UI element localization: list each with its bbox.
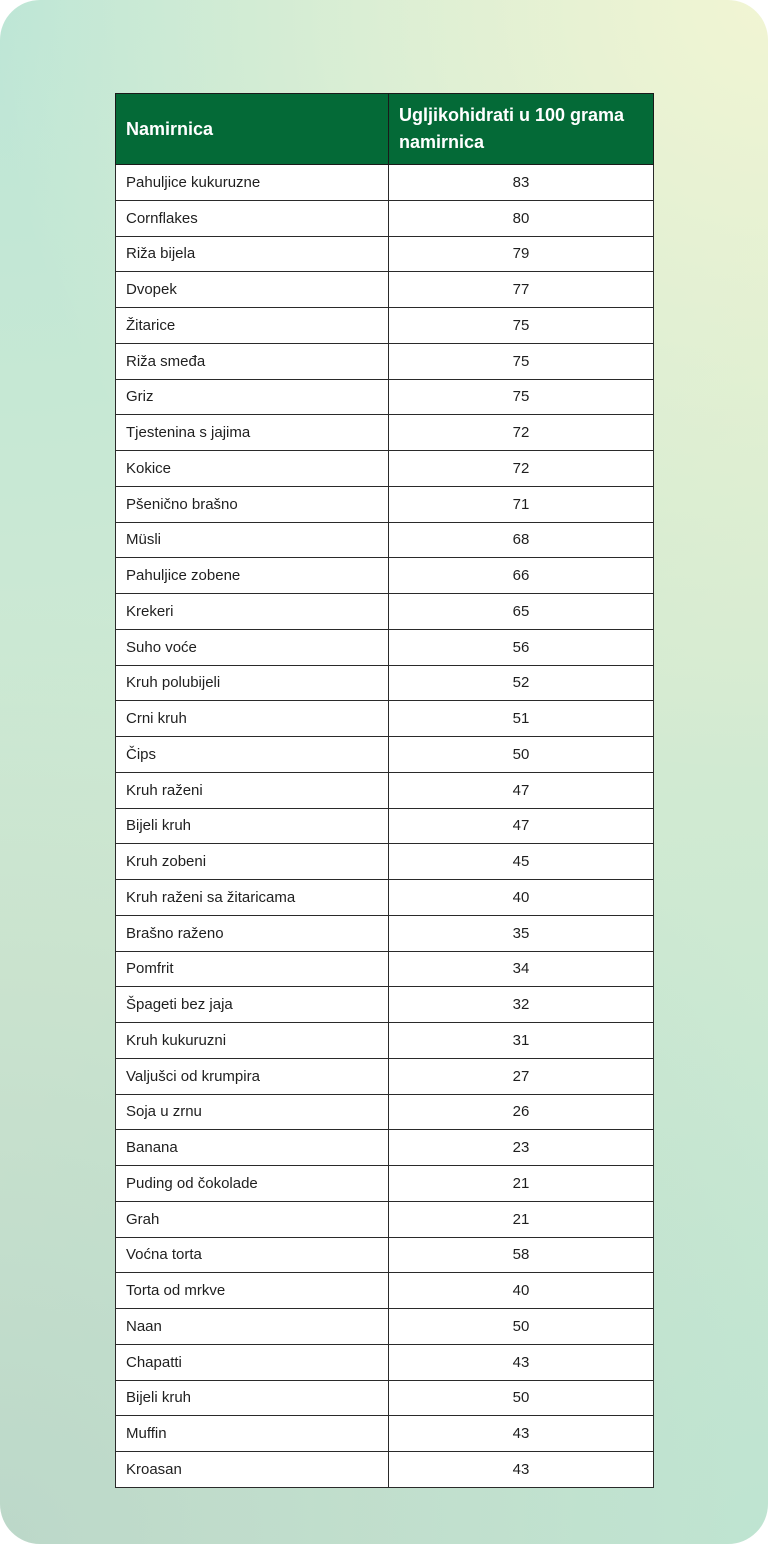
food-name-cell: Muffin bbox=[116, 1416, 389, 1452]
food-name-cell: Naan bbox=[116, 1309, 389, 1345]
carbs-value-cell: 72 bbox=[389, 415, 654, 451]
food-name-cell: Pšenično brašno bbox=[116, 486, 389, 522]
table-row bbox=[116, 1201, 654, 1237]
carbs-value-cell: 34 bbox=[389, 951, 654, 987]
table-row bbox=[116, 808, 654, 844]
food-name-cell: Dvopek bbox=[116, 272, 389, 308]
food-name-cell: Kokice bbox=[116, 451, 389, 487]
carbs-value-cell: 66 bbox=[389, 558, 654, 594]
carbs-value-cell: 32 bbox=[389, 987, 654, 1023]
table-row bbox=[116, 1344, 654, 1380]
carbs-value-cell: 79 bbox=[389, 236, 654, 272]
carbs-value-cell: 40 bbox=[389, 880, 654, 916]
food-name-cell: Tjestenina s jajima bbox=[116, 415, 389, 451]
carbohydrate-table bbox=[115, 93, 654, 1488]
carbs-value-cell: 43 bbox=[389, 1416, 654, 1452]
header-carbs: Ugljikohidrati u 100 grama namirnica bbox=[389, 94, 654, 165]
carbs-value-cell: 27 bbox=[389, 1058, 654, 1094]
carbs-value-cell: 50 bbox=[389, 1380, 654, 1416]
carbs-value-cell: 56 bbox=[389, 629, 654, 665]
food-name-cell: Valjušci od krumpira bbox=[116, 1058, 389, 1094]
food-name-cell: Griz bbox=[116, 379, 389, 415]
carbs-value-cell: 51 bbox=[389, 701, 654, 737]
carbs-value-cell: 47 bbox=[389, 808, 654, 844]
food-name-cell: Brašno raženo bbox=[116, 915, 389, 951]
table-row bbox=[116, 1452, 654, 1488]
carbs-value-cell: 23 bbox=[389, 1130, 654, 1166]
food-name-cell: Kruh polubijeli bbox=[116, 665, 389, 701]
carbs-value-cell: 71 bbox=[389, 486, 654, 522]
table-row bbox=[116, 737, 654, 773]
food-name-cell: Žitarice bbox=[116, 308, 389, 344]
food-name-cell: Bijeli kruh bbox=[116, 1380, 389, 1416]
carbs-value-cell: 75 bbox=[389, 379, 654, 415]
carbs-value-cell: 65 bbox=[389, 594, 654, 630]
table-row bbox=[116, 701, 654, 737]
table-row bbox=[116, 915, 654, 951]
table-row bbox=[116, 1273, 654, 1309]
carbs-value-cell: 75 bbox=[389, 343, 654, 379]
table-row bbox=[116, 594, 654, 630]
food-name-cell: Müsli bbox=[116, 522, 389, 558]
carbs-value-cell: 21 bbox=[389, 1166, 654, 1202]
food-name-cell: Crni kruh bbox=[116, 701, 389, 737]
header-food: Namirnica bbox=[116, 94, 389, 165]
table-row bbox=[116, 880, 654, 916]
food-name-cell: Suho voće bbox=[116, 629, 389, 665]
table-row bbox=[116, 343, 654, 379]
food-name-cell: Riža bijela bbox=[116, 236, 389, 272]
table-row bbox=[116, 558, 654, 594]
table-row bbox=[116, 1237, 654, 1273]
food-name-cell: Kruh raženi sa žitaricama bbox=[116, 880, 389, 916]
food-name-cell: Grah bbox=[116, 1201, 389, 1237]
food-name-cell: Kruh zobeni bbox=[116, 844, 389, 880]
carbs-value-cell: 83 bbox=[389, 165, 654, 201]
food-name-cell: Torta od mrkve bbox=[116, 1273, 389, 1309]
carbs-value-cell: 58 bbox=[389, 1237, 654, 1273]
carbs-value-cell: 50 bbox=[389, 1309, 654, 1345]
food-name-cell: Riža smeđa bbox=[116, 343, 389, 379]
table-row bbox=[116, 1309, 654, 1345]
table-row bbox=[116, 200, 654, 236]
carbs-value-cell: 43 bbox=[389, 1452, 654, 1488]
carbs-value-cell: 45 bbox=[389, 844, 654, 880]
carbs-value-cell: 77 bbox=[389, 272, 654, 308]
carbs-value-cell: 21 bbox=[389, 1201, 654, 1237]
food-name-cell: Špageti bez jaja bbox=[116, 987, 389, 1023]
food-name-cell: Soja u zrnu bbox=[116, 1094, 389, 1130]
table-body bbox=[116, 165, 654, 1488]
table-row bbox=[116, 486, 654, 522]
table-row bbox=[116, 1094, 654, 1130]
food-name-cell: Bijeli kruh bbox=[116, 808, 389, 844]
table-row bbox=[116, 1130, 654, 1166]
table-header-row bbox=[116, 94, 654, 165]
food-name-cell: Čips bbox=[116, 737, 389, 773]
carbs-value-cell: 47 bbox=[389, 772, 654, 808]
table-row bbox=[116, 665, 654, 701]
food-name-cell: Cornflakes bbox=[116, 200, 389, 236]
table-row bbox=[116, 1380, 654, 1416]
table-row bbox=[116, 415, 654, 451]
table-row bbox=[116, 629, 654, 665]
carbs-value-cell: 75 bbox=[389, 308, 654, 344]
food-name-cell: Pomfrit bbox=[116, 951, 389, 987]
food-name-cell: Pahuljice kukuruzne bbox=[116, 165, 389, 201]
table-row bbox=[116, 236, 654, 272]
food-name-cell: Kruh kukuruzni bbox=[116, 1023, 389, 1059]
table-row bbox=[116, 165, 654, 201]
food-name-cell: Kruh raženi bbox=[116, 772, 389, 808]
carbs-value-cell: 26 bbox=[389, 1094, 654, 1130]
carbs-value-cell: 52 bbox=[389, 665, 654, 701]
table-row bbox=[116, 844, 654, 880]
carbs-value-cell: 40 bbox=[389, 1273, 654, 1309]
table-row bbox=[116, 1058, 654, 1094]
carbs-value-cell: 43 bbox=[389, 1344, 654, 1380]
carbs-value-cell: 72 bbox=[389, 451, 654, 487]
table-row bbox=[116, 772, 654, 808]
table-row bbox=[116, 1416, 654, 1452]
carbs-value-cell: 68 bbox=[389, 522, 654, 558]
table-row bbox=[116, 451, 654, 487]
table-row bbox=[116, 987, 654, 1023]
table-row bbox=[116, 951, 654, 987]
food-name-cell: Chapatti bbox=[116, 1344, 389, 1380]
table-row bbox=[116, 522, 654, 558]
carbs-value-cell: 31 bbox=[389, 1023, 654, 1059]
table-row bbox=[116, 1023, 654, 1059]
table-row bbox=[116, 379, 654, 415]
food-name-cell: Banana bbox=[116, 1130, 389, 1166]
carbs-value-cell: 50 bbox=[389, 737, 654, 773]
carbs-value-cell: 35 bbox=[389, 915, 654, 951]
food-name-cell: Krekeri bbox=[116, 594, 389, 630]
food-name-cell: Puding od čokolade bbox=[116, 1166, 389, 1202]
table-row bbox=[116, 308, 654, 344]
food-name-cell: Voćna torta bbox=[116, 1237, 389, 1273]
food-name-cell: Pahuljice zobene bbox=[116, 558, 389, 594]
table-row bbox=[116, 1166, 654, 1202]
table-row bbox=[116, 272, 654, 308]
food-name-cell: Kroasan bbox=[116, 1452, 389, 1488]
carbs-value-cell: 80 bbox=[389, 200, 654, 236]
